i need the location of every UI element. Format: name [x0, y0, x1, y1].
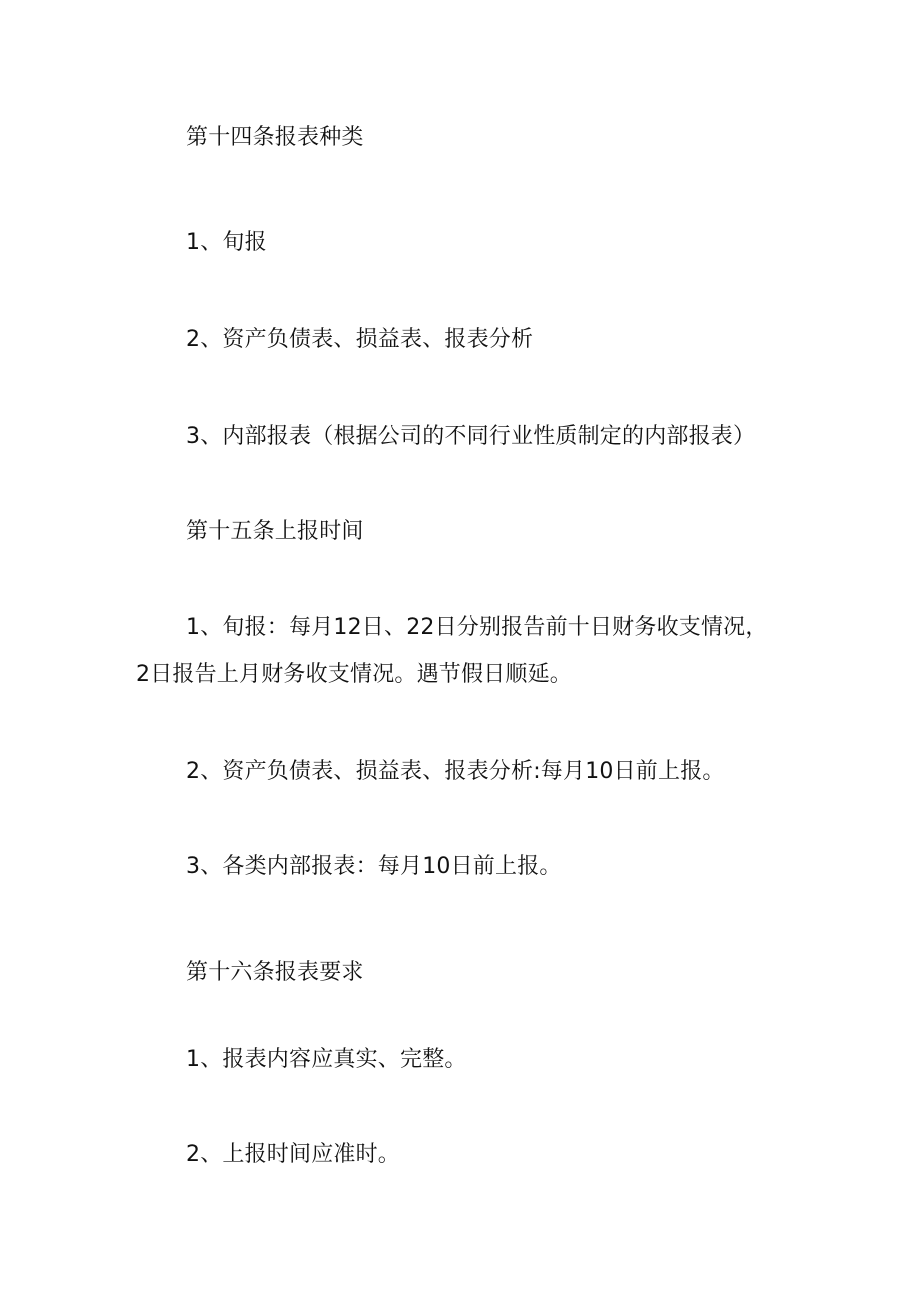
article-15-heading: 第十五条上报时间 — [186, 519, 364, 544]
article-14-item-3: 3、内部报表（根据公司的不同行业性质制定的内部报表） — [186, 424, 756, 449]
article-15-item-2: 2、资产负债表、损益表、报表分析:每月10日前上报。 — [186, 759, 725, 784]
article-15-item-3: 3、各类内部报表：每月10日前上报。 — [186, 854, 562, 879]
article-14-item-1: 1、旬报 — [186, 230, 267, 255]
article-16-item-1: 1、报表内容应真实、完整。 — [186, 1047, 467, 1072]
article-14-heading: 第十四条报表种类 — [186, 125, 364, 150]
article-14-item-2: 2、资产负债表、损益表、报表分析 — [186, 327, 534, 352]
article-16-item-2: 2、上报时间应准时。 — [186, 1142, 400, 1167]
article-15-item-1-line-1: 1、旬报：每月12日、22日分别报告前十日财务收支情况， — [186, 615, 768, 640]
article-15-item-1-line-2: 2日报告上月财务收支情况。遇节假日顺延。 — [136, 662, 572, 687]
article-16-heading: 第十六条报表要求 — [186, 960, 364, 985]
